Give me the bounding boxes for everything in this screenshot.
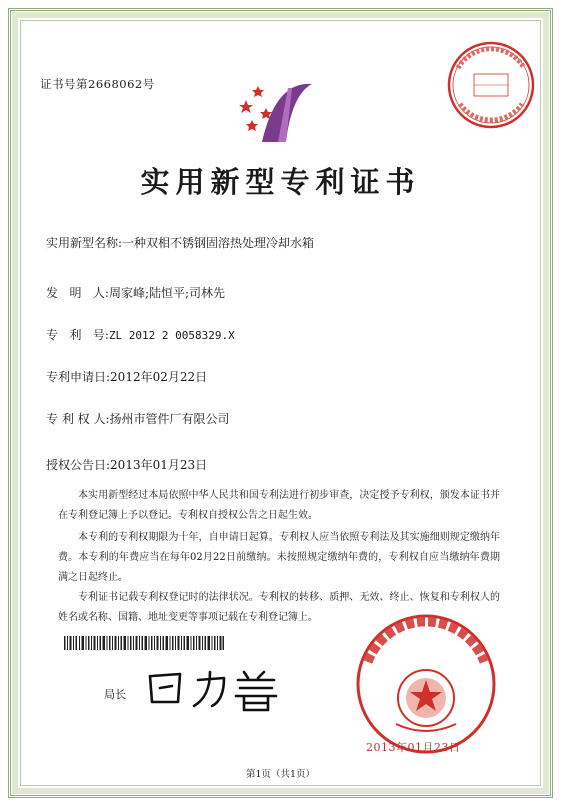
utility-model-name-row bbox=[46, 234, 314, 251]
inventor-label: 发 明 人: bbox=[46, 286, 109, 300]
patent-holder-label: 专 利 权 人: bbox=[46, 412, 110, 426]
filing-date-label: 专利申请日: bbox=[46, 370, 111, 384]
utility-model-name-value: 一种双相不锈钢固溶热处理冷却水箱 bbox=[122, 236, 315, 250]
patent-holder-row bbox=[46, 410, 230, 427]
grant-date-label: 授权公告日: bbox=[46, 458, 111, 472]
agency-seal-stamp bbox=[444, 38, 538, 132]
filing-date-value: 2012年02月22日 bbox=[110, 370, 208, 384]
patent-holder-value: 扬州市管件厂有限公司 bbox=[109, 412, 230, 426]
patent-number-row bbox=[46, 326, 235, 343]
certificate-number: 证书号第2668062号 bbox=[40, 77, 155, 91]
filing-date-row bbox=[46, 368, 207, 385]
grant-date-value: 2013年01月23日 bbox=[110, 458, 208, 472]
seal-date: 2013年01月23日 bbox=[366, 741, 461, 754]
inventor-row bbox=[46, 284, 225, 301]
body-paragraph-3: 专利证书记载专利权登记时的法律状况。专利权的转移、质押、无效、终止、恢复和专利权人的姓名或名称、国籍、地址变更等事项记载在专利登记簿上。 bbox=[58, 592, 500, 623]
grant-date-row bbox=[46, 456, 207, 473]
barcode bbox=[64, 636, 224, 650]
patent-office-logo bbox=[232, 68, 328, 148]
director-label: 局长 bbox=[104, 688, 126, 701]
body-paragraph-2: 本专利的专利权期限为十年，自申请日起算。专利权人应当依照专利法及其实施细则规定缴纳年费。本专利的年费应当在每年02月22日前缴纳。未按照规定缴纳年费的，专利权自应当缴纳年费期满之日起终止。 bbox=[58, 532, 500, 583]
certificate-title: 实用新型专利证书 bbox=[140, 165, 421, 199]
patent-number-label: 专 利 号: bbox=[46, 328, 109, 342]
page-footer: 第1页（共1页） bbox=[245, 769, 316, 780]
utility-model-name-label: 实用新型名称: bbox=[46, 236, 123, 250]
body-paragraph-1: 本实用新型经过本局依照中华人民共和国专利法进行初步审查，决定授予专利权，颁发本证书并在专利登记簿上予以登记。专利权自授权公告之日起生效。 bbox=[58, 490, 500, 521]
patent-number-value: ZL 2012 2 0058329.X bbox=[108, 329, 235, 342]
director-signature bbox=[140, 662, 290, 712]
inventor-value: 周家峰;陆恒平;司林先 bbox=[108, 286, 226, 300]
